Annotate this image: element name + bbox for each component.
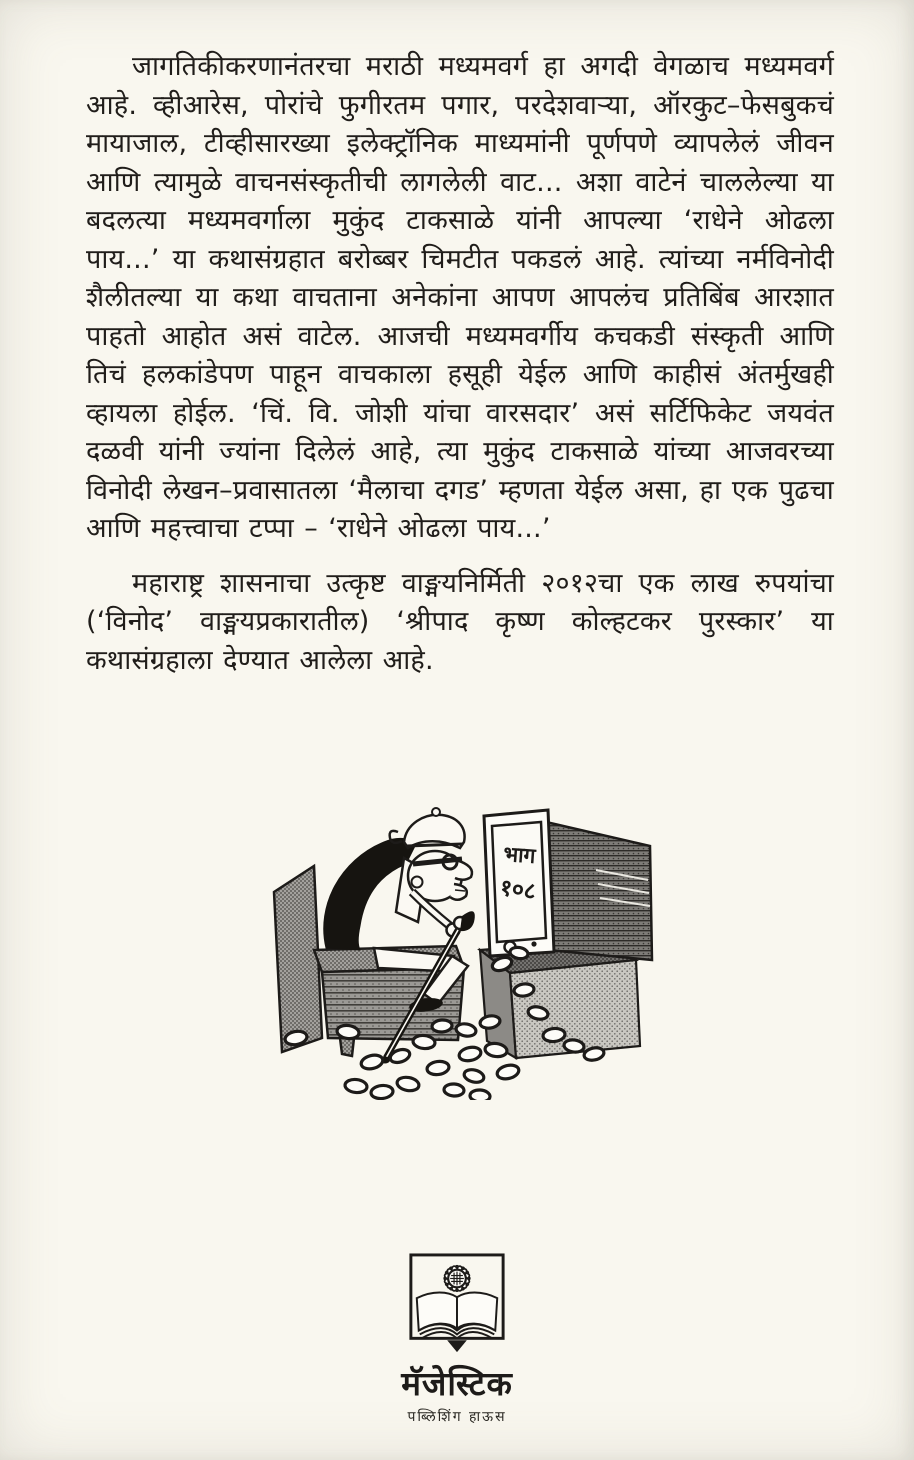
blurb-paragraph-2: महाराष्ट्र शासनाचा उत्कृष्ट वाङ्मयनिर्मिती २०१२चा एक लाख रुपयांचा (‘विनोद’ वाङ्मयप्रकारातील) ‘श्रीपाद कृष्ण कोल्हटकर पुरस्कार’ या कथासंग्रहाला देण्यात आलेला आहे. — [86, 567, 834, 676]
blurb-section — [86, 48, 834, 680]
publisher-name: मॅजेस्टिक — [401, 1364, 513, 1403]
publisher-emblem — [403, 1252, 511, 1356]
publisher-logo — [0, 1252, 914, 1426]
cap-button — [432, 808, 440, 816]
open-book-icon — [417, 1292, 497, 1352]
tv-screen-text-line2: १०८ — [498, 874, 538, 906]
sunflower-icon — [444, 1265, 471, 1292]
blurb-paragraph-1: जागतिकीकरणानंतरचा मराठी मध्यमवर्ग हा अगदी वेगळाच मध्यमवर्ग आहे. व्हीआरेस, पोरांचे फुगीरतम पगार, परदेशवाऱ्या, ऑरकुट–फेसबुकचं मायाजाल, टीव्हीसारख्या इलेक्ट्रॉनिक माध्यमांनी पूर्णपणे व्यापलेलं जीवन आणि त्यामुळे वाचनसंस्कृतीची लागलेली वाट... अशा वाटेनं चाललेल्या या बदलत्या मध्यमवर्गाला मुकुंद टाकसाळे यांनी आपल्या ‘राधेने ओढला पाय...’ या कथासंग्रहात बरोब्बर चिमटीत पकडलं आहे. त्यांच्या नर्मविनोदी शैलीतल्या या कथा वाचताना अनेकांना आपण आपलंच प्रतिबिंब आरशात पाहतो आहोत असं वाटेल. आजची मध्यमवर्गीय कचकडी संस्कृती आणि तिचं हलकांडेपण पाहून वाचकाला हसूही येईल आणि काहीसं अंतर्मुखही व्हायला होईल. ‘चिं. वि. जोशी यांचा वारसदार’ असं सर्टिफिकेट जयवंत दळवी यांनी ज्यांना दिलेलं आहे, त्या मुकुंद टाकसाळे यांच्या आजवरच्या विनोदी लेखन–प्रवासातला ‘मैलाचा दगड’ म्हणता येईल असा, हा एक पुढचा आणि महत्त्वाचा टप्पा – ‘राधेने ओढला पाय...’ — [86, 51, 834, 544]
ear — [412, 877, 423, 888]
cartoon-illustration — [256, 800, 658, 1100]
tv-set — [484, 810, 652, 960]
publisher-tagline: पब्लिशिंग हाऊस — [407, 1409, 507, 1425]
tv-screen-text-line1: भाग — [502, 841, 537, 869]
